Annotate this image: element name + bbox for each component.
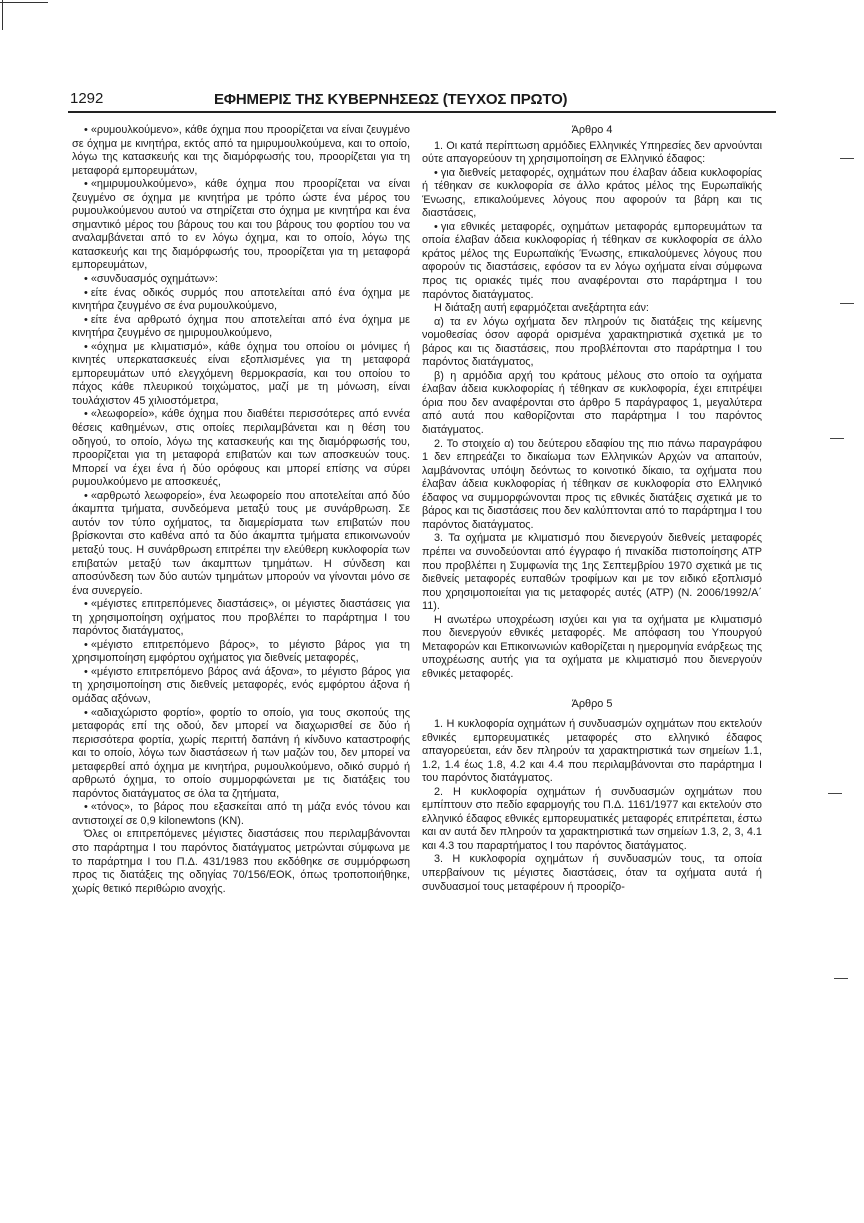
- margin-mark: [840, 158, 854, 159]
- bullet-text: «μέγιστο επιτρεπόμενο βάρος», το μέγιστο βάρος για τη χρησιμοποίηση εμφόρτου οχήματος για διεθνείς μεταφορές,: [72, 638, 410, 665]
- bullet-item: [72, 598, 410, 639]
- bullet-item: [422, 167, 762, 221]
- paragraph: Η διάταξη αυτή εφαρμόζεται ανεξάρτητα εάν:: [434, 302, 649, 315]
- bullet-item: [72, 408, 410, 489]
- page-title: ΕΦΗΜΕΡΙΣ ΤΗΣ ΚΥΒΕΡΝΗΣΕΩΣ (ΤΕΥΧΟΣ ΠΡΩΤΟ): [214, 91, 568, 108]
- bullet-item: [72, 341, 410, 409]
- paragraph: Όλες οι επιτρεπόμενες μέγιστες διαστάσεις που περιλαμβάνονται στο παράρτημα Ι του παρόντος διατάγματος μετρώνται σύμφωνα με το παράρτημα Ι του Π.Δ. 431/1983 που εκδόθηκε σε συμμόρφωση προς τις διατάξεις της οδηγίας 70/156/ΕΟΚ, όπως τροποποιήθηκε, χωρίς θετικό περιθώριο ανοχής.: [72, 828, 410, 895]
- bullet-icon: •: [84, 638, 88, 651]
- bullet-item: [72, 124, 410, 178]
- bullet-text: «αδιαχώριστο φορτίο», φορτίο το οποίο, για τους σκοπούς της μεταφοράς επί της οδού, δεν μπορεί να διαχωρισθεί σε δύο ή περισσότερα φορτία, χωρίς περιττή δαπάνη ή κίνδυνο καταστροφής και το οποίο, λόγω των διαστάσεων ή των μαζών του, δεν μπορεί να μεταφερθεί από όχημα με κινητήρα, ρυμουλκούμενο, οδικό συρμό ή αρθρωτό όχημα, το οποίο συμμορφώνεται με τις διατάξεις του παρόντος διατάγματος σε όλα τα ζητήματα,: [72, 706, 410, 800]
- header-rule: [68, 111, 776, 113]
- article-heading: Άρθρο 4: [571, 124, 613, 136]
- margin-mark: [828, 793, 842, 794]
- paragraph: α) τα εν λόγω οχήματα δεν πληρούν τις διατάξεις της κείμενης νομοθεσίας όσον αφορά ορισμένα χαρακτηριστικά σχετικά με το βάρος και τις διαστάσεις, που προβλέπονται στο παράρτημα Ι του παρόντος διατάγματος,: [422, 315, 762, 369]
- right-column: [422, 124, 762, 894]
- bullet-text: «μέγιστες επιτρεπόμενες διαστάσεις», οι μέγιστες διαστάσεις για τη χρησιμοποίηση οχήματος που προβλέπει το παράρτημα Ι του παρόντος διατάγματος,: [72, 598, 410, 638]
- paragraph: 3. Η κυκλοφορία οχημάτων ή συνδυασμών τους, τα οποία υπερβαίνουν τις μέγιστες διαστάσεις, όταν τα οχήματα αυτά ή συνδυασμοί τους μεταφέρουν ή προορίζο-: [422, 853, 762, 893]
- margin-mark: [840, 303, 854, 304]
- bullet-icon: •: [84, 489, 88, 502]
- article-heading: Άρθρο 5: [571, 698, 613, 711]
- bullet-item: [72, 707, 410, 802]
- paragraph: Η ανωτέρω υποχρέωση ισχύει και για τα οχήματα με κλιματισμό που διενεργούν εθνικές μεταφορές. Με απόφαση του Υπουργού Μεταφορών και Επικοινωνιών καθορίζεται η ημερομηνία ενάρξεως της υποχρέωσης αυτής για τα οχήματα με κλιματισμό που διενεργούν εθνικές μεταφορές.: [422, 613, 762, 680]
- bullet-item: [72, 314, 410, 341]
- bullet-item: [72, 639, 410, 666]
- bullet-text: είτε ένα αρθρωτό όχημα που αποτελείται από ένα όχημα με κινητήρα ζευγμένο σε ημιρυμουλκούμενο,: [72, 313, 410, 340]
- scan-corner-mark-horizontal: [0, 2, 48, 3]
- bullet-text: «αρθρωτό λεωφορείο», ένα λεωφορείο που αποτελείται από δύο άκαμπτα τμήματα, συνδεόμενα μεταξύ τους με συνάρθρωση. Σε αυτόν τον τύπο οχήματος, τα διαμερίσματα των επιβατών που βρίσκονται στο καθένα από τα δύο άκαμπτα τμήματα επικοινωνούν μεταξύ τους. Η συνάρθρωση επιτρέπει την ελεύθερη κυκλοφορία των επιβατών μεταξύ των άκαμπτων τμημάτων. Η σύνδεση και αποσύνδεση των δύο αυτών τμημάτων μπορούν να γίνονται μόνο σε ένα συνεργείο.: [72, 489, 410, 597]
- bullet-icon: •: [84, 178, 88, 191]
- bullet-icon: •: [84, 801, 88, 814]
- bullet-icon: •: [84, 598, 88, 611]
- paragraph: 1. Οι κατά περίπτωση αρμόδιες Ελληνικές Υπηρεσίες δεν αρνούνται ούτε απαγορεύουν τη χρησιμοποίηση σε Ελληνικό έδαφος:: [422, 139, 762, 166]
- bullet-icon: •: [84, 706, 88, 719]
- paragraph: 3. Τα οχήματα με κλιματισμό που διενεργούν διεθνείς μεταφορές πρέπει να συνοδεύονται από έγγραφο ή πινακίδα πιστοποίησης ΑΤΡ που προβλέπει η Συμφωνία της 1ης Σεπτεμβρίου 1970 σχετικά με τις διεθνείς μεταφορές ευπαθών τροφίμων και με τον ειδικό εξοπλισμό που χρησιμοποιείται για τις μεταφορές αυτές (ΑΤΡ) (Ν. 2006/1992/Α΄ 11).: [422, 532, 762, 613]
- bullet-text: για διεθνείς μεταφορές, οχημάτων που έλαβαν άδεια κυκλοφορίας ή τέθηκαν σε κυκλοφορία σε άλλο κράτος μέλος της Ευρωπαϊκής Ένωσης, επικαλούμενες λόγους που αφορούν τα βάρη και τις διαστάσεις,: [422, 166, 762, 220]
- bullet-item: [72, 273, 410, 287]
- bullet-item: [72, 490, 410, 598]
- bullet-icon: •: [434, 220, 438, 233]
- bullet-text: για εθνικές μεταφορές, οχημάτων μεταφοράς εμπορευμάτων τα οποία έλαβαν άδεια κυκλοφορίας ή τέθηκαν σε κυκλοφορία σε άλλο κράτος μέλος της Ευρωπαϊκής Ένωσης, επικαλούμενες λόγους που αφορούν τις διαστάσεις, εφόσον τα εν λόγω οχήματα είναι σύμφωνα προς τις οριακές τιμές που αναφέρονται στο παράρτημα Ι του παρόντος διατάγματος.: [422, 220, 762, 301]
- bullet-text: «όχημα με κλιματισμό», κάθε όχημα του οποίου οι μόνιμες ή κινητές υπερκατασκευές είναι εξοπλισμένες για τη μεταφορά εμπορευμάτων υπό ελεγχόμενη θερμοκρασία, και του οποίου το πάχος κάθε πλευρικού τοιχώματος, μαζί με τη μόνωση, είναι τουλάχιστον 45 χιλιοστόμετρα,: [72, 340, 410, 407]
- bullet-item: [72, 801, 410, 828]
- bullet-item: [72, 287, 410, 314]
- bullet-text: «συνδυασμός οχημάτων»:: [90, 273, 218, 286]
- bullet-text: «ημιρυμουλκούμενο», κάθε όχημα που προορίζεται να είναι ζευγμένο σε όχημα με κινητήρα με τρόπο ώστε ένα μέρος του ρυμουλκούμενου αυτού να στηρίζεται στο όχημα με κινητήρα και ένα σημαντικό μέρος του βάρους του και του βάρους του φορτίου του να αναλαμβάνεται από το εν λόγω όχημα, και το οποίο, λόγω της κατασκευής και της διαμόρφωσής του, προορίζεται για τη μεταφορά εμπορευμάτων,: [72, 178, 410, 272]
- paragraph: 2. Η κυκλοφορία οχημάτων ή συνδυασμών οχημάτων που εμπίπτουν στο πεδίο εφαρμογής του Π.Δ. 1161/1977 και εκτελούν στο ελληνικό έδαφος εθνικές εμπορευματικές μεταφορές επιτρέπεται, έστω και αν αυτά δεν πληρούν τα χαρακτηριστικά των σημείων 1.3, 2, 3, 4.1 και 4.3 του παραρτήματος Ι του παρόντος διατάγματος.: [422, 785, 762, 852]
- bullet-item: [72, 666, 410, 707]
- bullet-icon: •: [84, 273, 88, 286]
- paragraph: β) η αρμόδια αρχή του κράτους μέλους στο οποίο τα οχήματα έλαβαν άδεια κυκλοφορίας ή τέθηκαν σε κυκλοφορία, έχει επιτρέψει όρια που δεν αναφέρονται στο άρθρο 5 παράγραφος 1, μεγαλύτερα από αυτά που καθορίζονται στο παράρτημα Ι του παρόντος διατάγματος.: [422, 369, 762, 437]
- bullet-icon: •: [84, 124, 88, 136]
- bullet-icon: •: [434, 166, 438, 179]
- bullet-icon: •: [84, 340, 88, 353]
- bullet-text: «τόνος», το βάρος που εξασκείται από τη μάζα ενός τόνου και αντιστοιχεί σε 0,9 kilonewtons (KN).: [72, 801, 410, 827]
- margin-mark: [834, 978, 848, 979]
- bullet-item: [72, 178, 410, 273]
- left-column: [72, 124, 410, 896]
- bullet-text: «ρυμουλκούμενο», κάθε όχημα που προορίζεται να είναι ζευγμένο σε όχημα με κινητήρα, εκτός από τα ημιρυμουλκούμενα, και το οποίο, λόγω της κατασκευής και της διαμόρφωσής του, προορίζεται για τη μεταφορά εμπορευμάτων,: [72, 124, 410, 177]
- margin-mark: [830, 438, 844, 439]
- bullet-icon: •: [84, 665, 88, 678]
- bullet-icon: •: [84, 313, 88, 326]
- bullet-icon: •: [84, 286, 88, 299]
- page-number: 1292: [70, 90, 104, 107]
- bullet-text: «λεωφορείο», κάθε όχημα που διαθέτει περισσότερες από εννέα θέσεις καθημένων, στις οποίες περιλαμβάνεται και η θέση του οδηγού, το οποίο, λόγω της κατασκευής και της διαμόρφωσής του, προορίζεται για τη μεταφορά επιβατών και των αποσκευών τους. Μπορεί να έχει ένα ή δύο ορόφους και μπορεί επίσης να σύρει ρυμουλκούμενο με αποσκευές,: [72, 408, 410, 489]
- paragraph: 1. Η κυκλοφορία οχημάτων ή συνδυασμών οχημάτων που εκτελούν εθνικές εμπορευματικές μεταφορές στο ελληνικό έδαφος απαγορεύεται, εάν δεν πληρούν τα χαρακτηριστικά των σημείων 1.1, 1.2, 1.4 έως 1.8, 4.2 και 4.4 που περιλαμβάνονται στο παράρτημα Ι του παρόντος διατάγματος.: [422, 717, 762, 785]
- bullet-icon: •: [84, 408, 88, 421]
- scan-corner-mark-vertical: [2, 0, 3, 30]
- paragraph: 2. Το στοιχείο α) του δεύτερου εδαφίου της πιο πάνω παραγράφου 1 δεν επηρεάζει το δικαίωμα των Ελληνικών Αρχών να απαιτούν, λαμβάνοντας υπόψη δεόντως το κοινοτικό δίκαιο, τα οχήματα που έλαβαν άδεια κυκλοφορίας ή τέθηκαν σε κυκλοφορία στο Ελληνικό έδαφος να συμμορφώνονται προς τις εθνικές διατάξεις σχετικά με το βάρος και τις διαστάσεις που δεν καλύπτονται από το παράρτημα Ι του παρόντος διατάγματος.: [422, 437, 762, 531]
- bullet-text: «μέγιστο επιτρεπόμενο βάρος ανά άξονα», το μέγιστο βάρος για τη χρησιμοποίηση στις διεθνείς μεταφορές, ενός εμφόρτου άξονα ή ομάδας αξόνων,: [72, 665, 410, 705]
- bullet-text: είτε ένας οδικός συρμός που αποτελείται από ένα όχημα με κινητήρα ζευγμένο σε ένα ρυμουλκούμενο,: [72, 286, 410, 313]
- bullet-item: [422, 221, 762, 302]
